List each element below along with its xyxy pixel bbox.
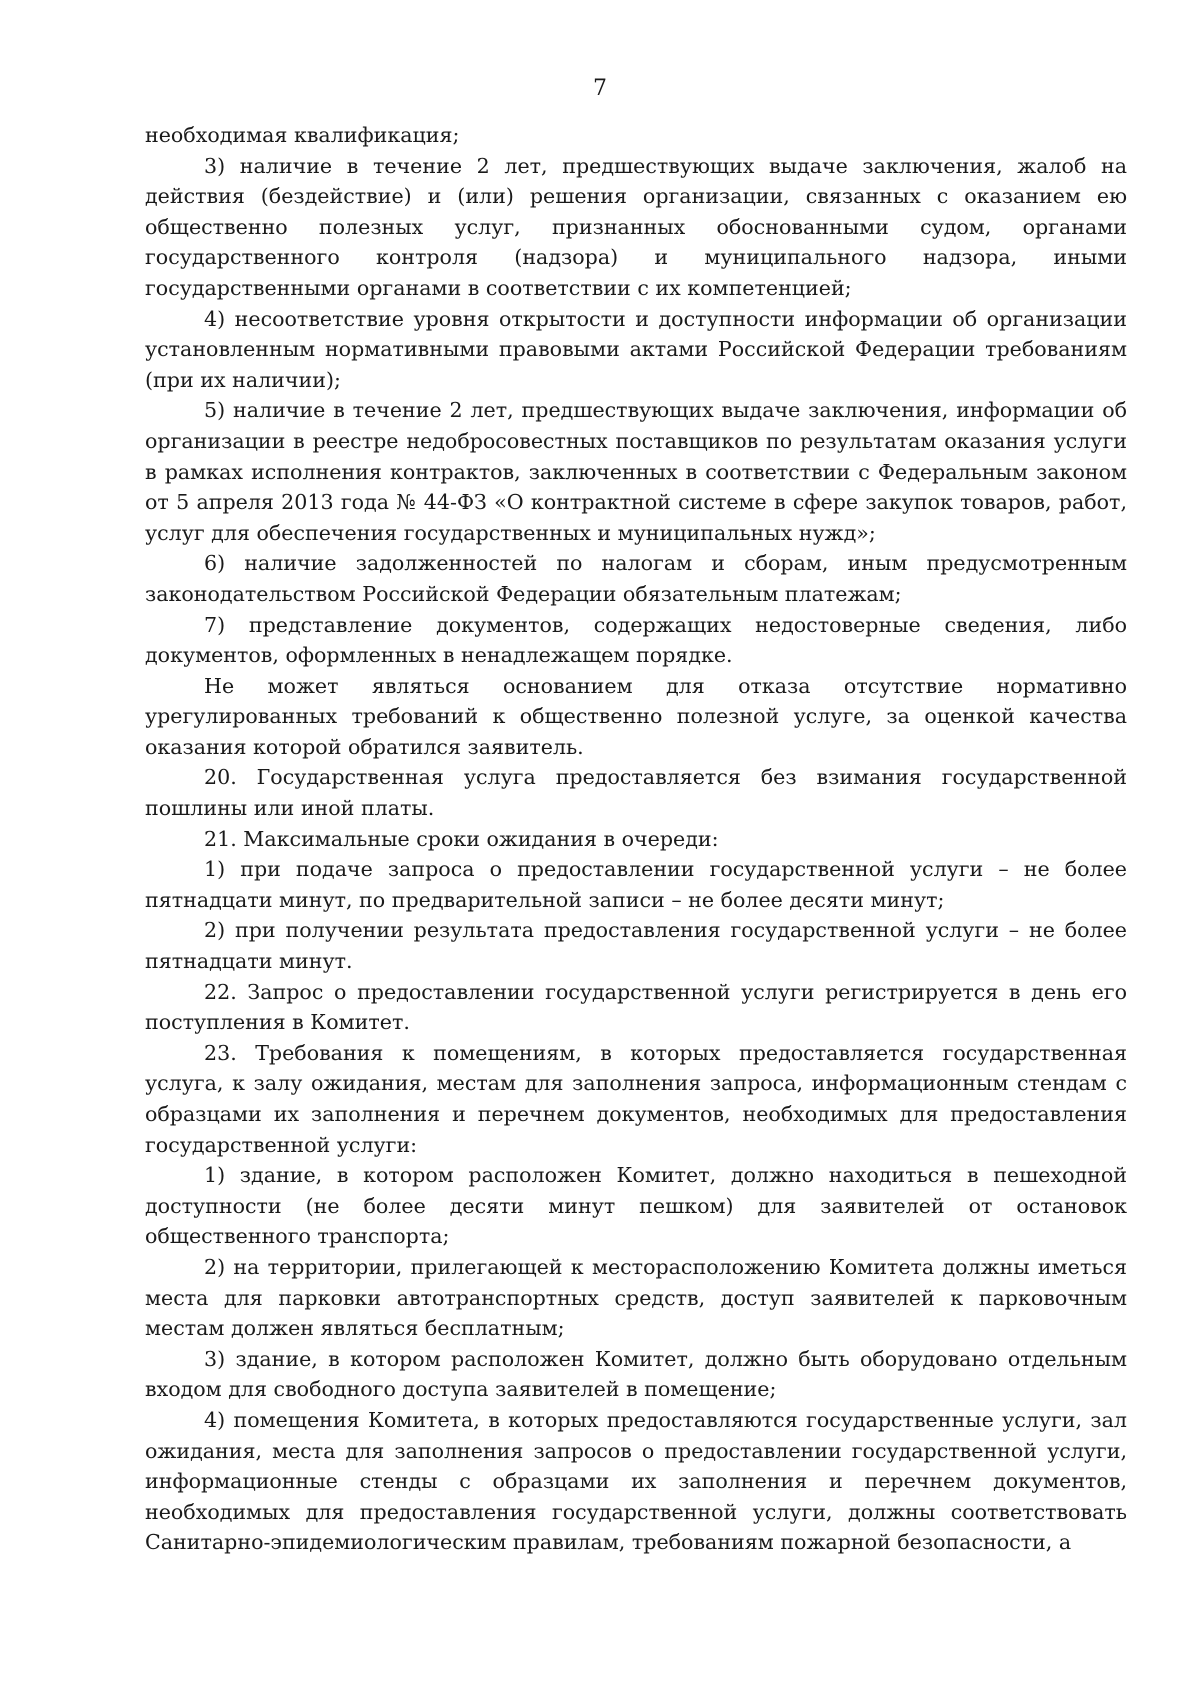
paragraph: 4) несоответствие уровня открытости и доступности информации об организации установленным нормативными правовыми актами Российской Федерации требованиям (при их наличии); [145, 306, 1127, 392]
paragraph: 1) при подаче запроса о предоставлении государственной услуги – не более пятнадцати минут, по предварительной записи – не более десяти минут; [145, 857, 1127, 912]
document-body [145, 120, 1127, 1558]
paragraph: Не может являться основанием для отказа отсутствие нормативно урегулированных требований к общественно полезной услуге, за оценкой качества оказания которой обратился заявитель. [145, 673, 1127, 759]
paragraph: 22. Запрос о предоставлении государственной услуги регистрируется в день его поступления в Комитет. [145, 979, 1127, 1035]
paragraph: 4) помещения Комитета, в которых предоставляются государственные услуги, зал ожидания, места для заполнения запросов о предоставлении государственной услуги, информационные стенды с образцами их заполнения и перечнем документов, необходимых для предоставления государственной услуги, должны соответствовать Санитарно-эпидемиологическим правилам, требованиям пожарной безопасности, а [145, 1407, 1127, 1555]
paragraph: 20. Государственная услуга предоставляется без взимания государственной пошлины или иной платы. [145, 765, 1127, 821]
paragraph: 21. Максимальные сроки ожидания в очереди: [204, 826, 719, 851]
paragraph: 7) представление документов, содержащих недостоверные сведения, либо документов, оформленных в ненадлежащем порядке. [145, 612, 1127, 668]
paragraph: необходимая квалификация; [145, 123, 460, 147]
paragraph: 6) наличие задолженностей по налогам и сборам, иным предусмотренным законодательством Российской Федерации обязательным платежам; [145, 551, 1127, 606]
paragraph: 5) наличие в течение 2 лет, предшествующих выдаче заключения, информации об организации в реестре недобросовестных поставщиков по результатам оказания услуги в рамках исполнения контрактов, заключенных в соответствии с Федеральным законом от 5 апреля 2013 года № 44-ФЗ «О контрактной системе в сфере закупок товаров, работ, услуг для обеспечения государственных и муниципальных нужд»; [145, 398, 1127, 545]
paragraph: 23. Требования к помещениям, в которых предоставляется государственная услуга, к залу ожидания, местам для заполнения запроса, информационным стендам с образцами их заполнения и перечнем документов, необходимых для предоставления государственной услуги: [145, 1040, 1127, 1157]
page-number: 7 [593, 76, 607, 101]
paragraph: 3) здание, в котором расположен Комитет, должно быть оборудовано отдельным входом для свободного доступа заявителей в помещение; [145, 1346, 1127, 1402]
paragraph: 1) здание, в котором расположен Комитет, должно находиться в пешеходной доступности (не более десяти минут пешком) для заявителей от остановок общественного транспорта; [145, 1163, 1127, 1249]
paragraph: 3) наличие в течение 2 лет, предшествующих выдаче заключения, жалоб на действия (бездействие) и (или) решения организации, связанных с оказанием ею общественно полезных услуг, признанных обоснованными судом, органами государственного контроля (надзора) и муниципального надзора, иными государственными органами в соответствии с их компетенцией; [145, 153, 1127, 300]
paragraph: 2) на территории, прилегающей к месторасположению Комитета должны иметься места для парковки автотранспортных средств, доступ заявителей к парковочным местам должен являться бесплатным; [145, 1254, 1127, 1341]
paragraph: 2) при получении результата предоставления государственной услуги – не более пятнадцати минут. [145, 918, 1127, 974]
